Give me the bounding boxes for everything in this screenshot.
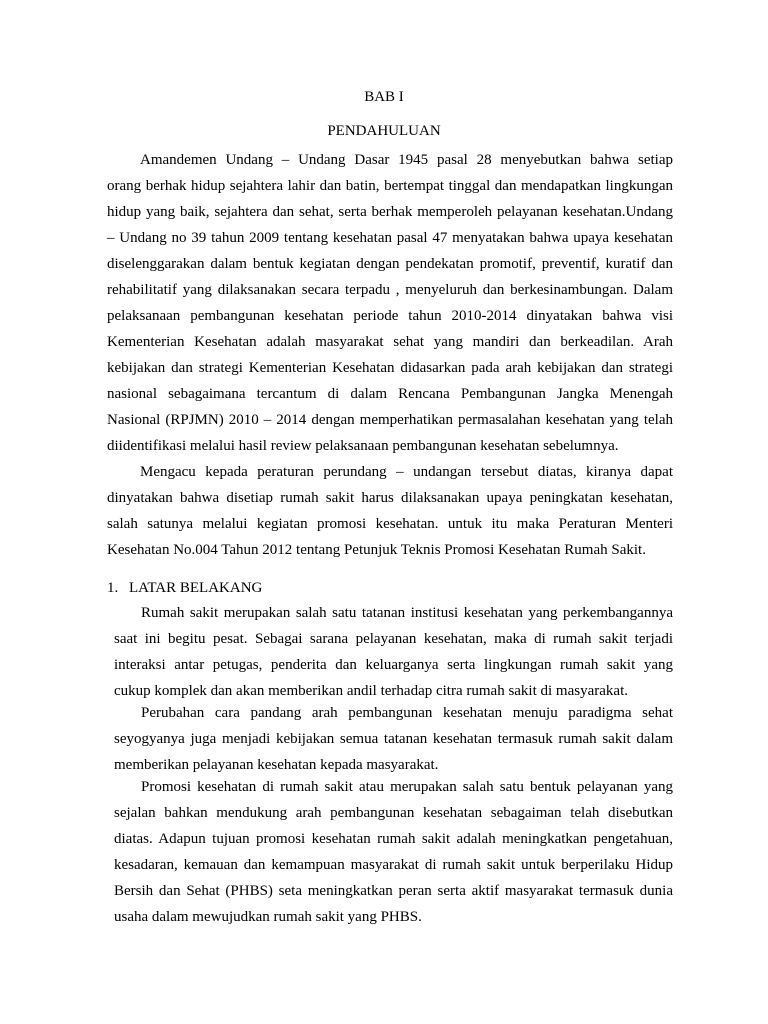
text-line: Nasional (RPJMN) 2010 – 2014 dengan memperhatikan permasalahan kesehatan yang telah <box>107 412 673 428</box>
text-line: – Undang no 39 tahun 2009 tentang kesehatan pasal 47 menyatakan bahwa upaya kesehatan <box>107 230 673 246</box>
chapter-heading: BAB I <box>364 89 404 105</box>
section-paragraph-3 <box>114 774 673 930</box>
text-line: Promosi kesehatan di rumah sakit atau merupakan salah satu bentuk pelayanan yang <box>141 779 673 795</box>
text-line: Rumah sakit merupakan salah satu tatanan institusi kesehatan yang perkembangannya <box>141 605 673 621</box>
text-line: kebijakan dan strategi Kementerian Kesehatan didasarkan pada arah kebijakan dan strategi <box>107 360 673 376</box>
text-line: Amandemen Undang – Undang Dasar 1945 pasal 28 menyebutkan bahwa setiap <box>140 152 673 168</box>
text-line: Mengacu kepada peraturan perundang – undangan tersebut diatas, kiranya dapat <box>140 464 673 480</box>
text-line: interaksi antar petugas, penderita dan keluarganya serta lingkungan rumah sakit yang <box>114 657 673 673</box>
text-line: pelaksanaan pembangunan kesehatan periode tahun 2010-2014 dinyatakan bahwa visi <box>107 308 673 324</box>
text-line: Bersih dan Sehat (PHBS) seta meningkatkan peran serta aktif masyarakat termasuk dunia <box>114 883 673 899</box>
text-line: salah satunya melalui kegiatan promosi kesehatan. untuk itu maka Peraturan Menteri <box>107 516 673 532</box>
text-line: kesadaran, kemauan dan kemampuan masyarakat di rumah sakit untuk berperilaku Hidup <box>114 857 673 873</box>
text-line: orang berhak hidup sejahtera lahir dan batin, bertempat tinggal dan mendapatkan lingkungan <box>107 178 673 194</box>
section-number: 1. <box>107 580 119 596</box>
text-line: hidup yang baik, sejahtera dan sehat, serta berhak memperoleh pelayanan kesehatan.Undang <box>107 204 673 220</box>
text-line: Kesehatan No.004 Tahun 2012 tentang Petunjuk Teknis Promosi Kesehatan Rumah Sakit. <box>107 542 646 558</box>
section-title: LATAR BELAKANG <box>129 580 263 596</box>
intro-paragraph-1 <box>107 147 673 459</box>
text-line: diselenggarakan dalam bentuk kegiatan dengan pendekatan promotif, preventif, kuratif dan <box>107 256 673 272</box>
text-line: Perubahan cara pandang arah pembangunan kesehatan menuju paradigma sehat <box>141 705 673 721</box>
intro-paragraph-2 <box>107 459 673 563</box>
section-paragraph-1 <box>114 600 673 704</box>
chapter-title: PENDAHULUAN <box>327 123 441 139</box>
text-line: Kementerian Kesehatan adalah masyarakat sehat yang mandiri dan berkeadilan. Arah <box>107 334 673 350</box>
text-line: sejalan bahkan mendukung arah pembangunan kesehatan sebagaiman telah disebutkan <box>114 805 673 821</box>
text-line: saat ini begitu pesat. Sebagai sarana pelayanan kesehatan, maka di rumah sakit terjadi <box>114 631 673 647</box>
text-line: seyogyanya juga menjadi kebijakan semua tatanan kesehatan termasuk rumah sakit dalam <box>114 731 673 747</box>
text-line: cukup komplek dan akan memberikan andil terhadap citra rumah sakit di masyarakat. <box>114 683 628 699</box>
text-line: usaha dalam mewujudkan rumah sakit yang PHBS. <box>114 909 422 925</box>
section-heading <box>107 575 262 601</box>
section-paragraph-2 <box>114 700 673 778</box>
text-line: dinyatakan bahwa disetiap rumah sakit harus dilaksanakan upaya peningkatan kesehatan, <box>107 490 673 506</box>
text-line: nasional sebagaimana tercantum di dalam Rencana Pembangunan Jangka Menengah <box>107 386 673 402</box>
text-line: diidentifikasi melalui hasil review pelaksanaan pembangunan kesehatan sebelumnya. <box>107 438 619 454</box>
text-line: memberikan pelayanan kesehatan kepada masyarakat. <box>114 757 439 773</box>
text-line: rehabilitatif yang dilaksanakan secara terpadu , menyeluruh dan berkesinambungan. Dalam <box>107 282 673 298</box>
text-line: diatas. Adapun tujuan promosi kesehatan rumah sakit adalah meningkatkan pengetahuan, <box>114 831 673 847</box>
